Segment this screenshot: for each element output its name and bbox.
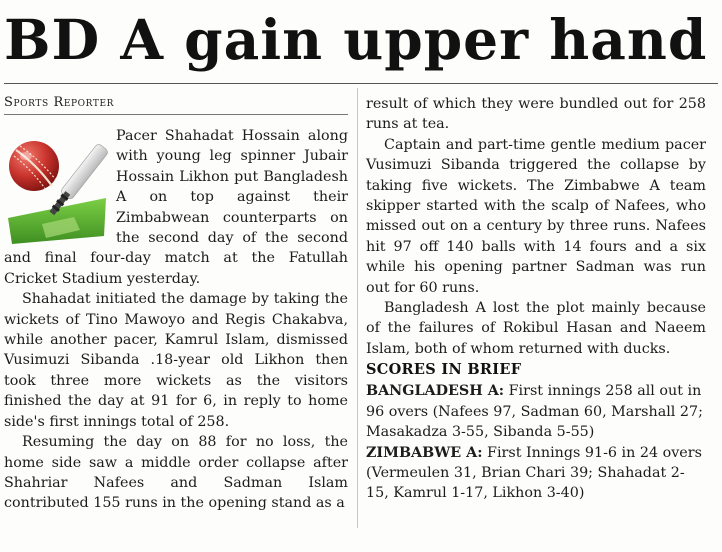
score-text: First innings 258 all out in 96 overs (Nafees 97, Sadman 60, Marshall 27; Masakadza 3-55, Sibanda 5-55) [366,383,703,441]
cricket-ball-bat-pitch-icon [2,126,112,246]
team-name: ZIMBABWE A: [366,444,483,461]
scores-heading: SCORES IN BRIEF [366,361,522,379]
headline: BD A gain upper hand [4,7,708,72]
paragraph: Pacer Shahadat Hossain along with young leg spinner Jubair Hossain Likhon put Bangladesh A on top against their Zimbabwean counterparts on the second day of the second and final four-day match at the Fatullah Cricket Stadium yesterday. [4,128,348,287]
paragraph: result of which they were bundled out for 258 runs at tea. [366,96,706,133]
headline-divider [4,83,718,84]
score-text: First Innings 91-6 in 24 overs (Vermeulen 31, Brian Chari 39; Shahadat 2-15, Kamrul 1-17, Likhon 3-40) [366,444,702,502]
paragraph: Bangladesh A lost the plot mainly because of the failures of Rokibul Hasan and Naeem Islam, both of whom returned with ducks. [366,300,706,357]
right-column [366,94,706,504]
paragraph: Shahadat initiated the damage by taking the wickets of Tino Mawoyo and Regis Chakabva, while another pacer, Kamrul Islam, dismissed Vusimuzi Sibanda .18-year old Likhon then took three more wickets as the visitors finished the day at 91 for 6, in reply to home side's first innings total of 258. [4,291,348,430]
score-entry [366,381,706,442]
left-column [4,126,348,514]
paragraph: Resuming the day on 88 for no loss, the home side saw a middle order collapse after Shahriar Nafees and Sadman Islam contributed 155 runs in the opening stand as a [4,434,348,512]
score-entry [366,443,706,504]
paragraph: Captain and part-time gentle medium pacer Vusimuzi Sibanda triggered the collapse by taking five wickets. The Zimbabwe A team skipper started with the scalp of Nafees, who missed out on a century by three runs. Nafees hit 97 off 140 balls with 14 fours and a six while his opening partner Sadman was run out for 60 runs. [366,136,706,296]
column-divider [357,88,358,528]
byline: Sports Reporter [4,95,115,110]
byline-divider [4,114,348,115]
team-name: BANGLADESH A: [366,383,505,400]
